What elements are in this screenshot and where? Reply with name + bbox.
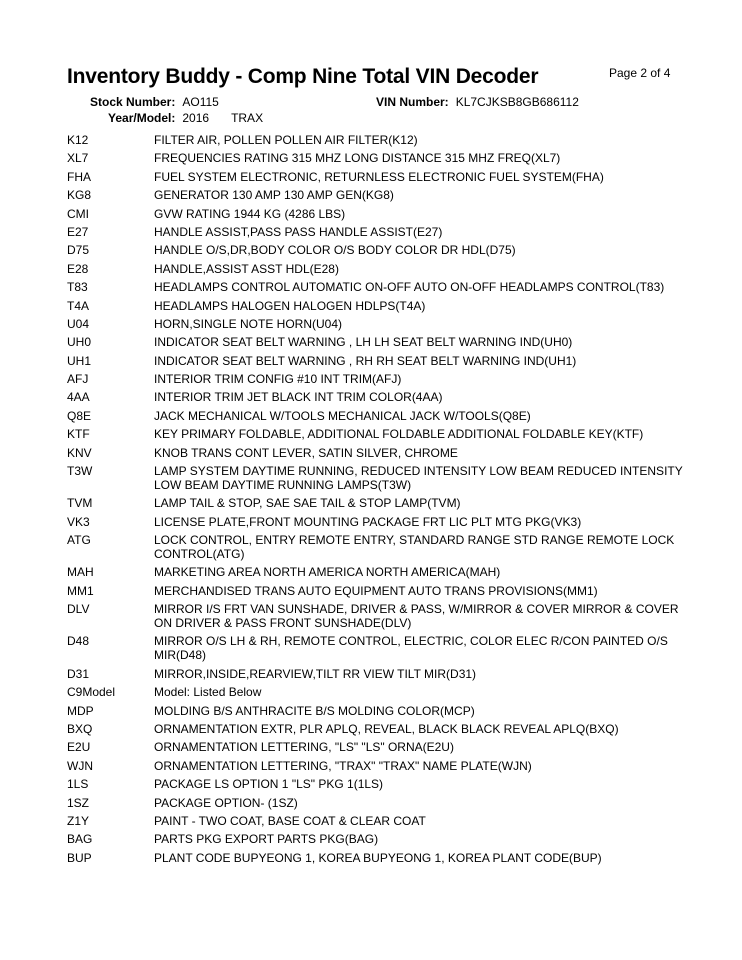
option-code: MM1 bbox=[67, 583, 94, 598]
option-description: LOCK CONTROL, ENTRY REMOTE ENTRY, STANDARD RANGE STD RANGE REMOTE LOCK CONTROL(ATG) bbox=[154, 533, 675, 562]
option-row bbox=[0, 704, 742, 722]
option-code: VK3 bbox=[67, 514, 90, 529]
option-row bbox=[0, 188, 742, 206]
option-description: MOLDING B/S ANTHRACITE B/S MOLDING COLOR(MCP) bbox=[154, 703, 475, 718]
option-row bbox=[0, 427, 742, 445]
option-row bbox=[0, 446, 742, 464]
vin-number bbox=[376, 95, 579, 109]
option-description: Model: Listed Below bbox=[154, 685, 262, 700]
option-row bbox=[0, 722, 742, 740]
page-title: Inventory Buddy - Comp Nine Total VIN Decoder bbox=[67, 65, 539, 88]
option-description: HEADLAMPS CONTROL AUTOMATIC ON-OFF AUTO ON-OFF HEADLAMPS CONTROL(T83) bbox=[154, 280, 665, 295]
vin-number-value: KL7CJKSB8GB686112 bbox=[455, 95, 579, 109]
option-row bbox=[0, 335, 742, 353]
option-description: LAMP SYSTEM DAYTIME RUNNING, REDUCED INTENSITY LOW BEAM REDUCED INTENSITY LOW BEAM DAYTIME RUNNING LAMPS(T3W) bbox=[154, 464, 683, 493]
option-code: E28 bbox=[67, 261, 89, 276]
option-code: D75 bbox=[67, 243, 90, 258]
option-row bbox=[0, 496, 742, 514]
option-description: ORNAMENTATION LETTERING, "LS" "LS" ORNA(E2U) bbox=[154, 740, 454, 755]
option-code: 1LS bbox=[67, 777, 89, 792]
option-code: UH1 bbox=[67, 353, 92, 368]
option-code: D31 bbox=[67, 666, 90, 681]
option-code: C9Model bbox=[67, 685, 116, 700]
option-description: PAINT - TWO COAT, BASE COAT & CLEAR COAT bbox=[154, 813, 426, 828]
option-description: PACKAGE LS OPTION 1 "LS" PKG 1(1LS) bbox=[154, 777, 384, 792]
option-row bbox=[0, 207, 742, 225]
option-row bbox=[0, 685, 742, 703]
option-row bbox=[0, 354, 742, 372]
option-description: LICENSE PLATE,FRONT MOUNTING PACKAGE FRT LIC PLT MTG PKG(VK3) bbox=[154, 514, 582, 529]
option-row bbox=[0, 565, 742, 583]
option-row bbox=[0, 170, 742, 188]
option-description: MARKETING AREA NORTH AMERICA NORTH AMERICA(MAH) bbox=[154, 565, 501, 580]
option-row bbox=[0, 151, 742, 169]
option-code: T4A bbox=[67, 298, 90, 313]
option-row bbox=[0, 464, 742, 496]
option-row bbox=[0, 740, 742, 758]
year-model bbox=[108, 111, 263, 125]
option-row bbox=[0, 317, 742, 335]
option-row bbox=[0, 225, 742, 243]
option-description: GVW RATING 1944 KG (4286 LBS) bbox=[154, 206, 346, 221]
option-row bbox=[0, 667, 742, 685]
stock-number-label: Stock Number: bbox=[90, 95, 176, 109]
option-row bbox=[0, 584, 742, 602]
option-row bbox=[0, 533, 742, 565]
option-row bbox=[0, 796, 742, 814]
option-description: KNOB TRANS CONT LEVER, SATIN SILVER, CHROME bbox=[154, 445, 458, 460]
option-description: JACK MECHANICAL W/TOOLS MECHANICAL JACK W/TOOLS(Q8E) bbox=[154, 408, 531, 423]
option-row bbox=[0, 777, 742, 795]
option-code: TVM bbox=[67, 496, 93, 511]
option-row bbox=[0, 759, 742, 777]
option-description: GENERATOR 130 AMP 130 AMP GEN(KG8) bbox=[154, 188, 394, 203]
option-description: FREQUENCIES RATING 315 MHZ LONG DISTANCE 315 MHZ FREQ(XL7) bbox=[154, 151, 561, 166]
stock-number bbox=[90, 95, 219, 109]
option-code: K12 bbox=[67, 133, 89, 147]
option-description: MERCHANDISED TRANS AUTO EQUIPMENT AUTO TRANS PROVISIONS(MM1) bbox=[154, 583, 598, 598]
option-description: KEY PRIMARY FOLDABLE, ADDITIONAL FOLDABLE ADDITIONAL FOLDABLE KEY(KTF) bbox=[154, 427, 644, 442]
option-row bbox=[0, 634, 742, 666]
option-code: FHA bbox=[67, 169, 91, 184]
option-row bbox=[0, 280, 742, 298]
option-row bbox=[0, 832, 742, 850]
year-value: 2016 bbox=[182, 111, 210, 125]
stock-number-value: AO115 bbox=[182, 95, 219, 109]
option-code: DLV bbox=[67, 602, 90, 617]
option-code: T83 bbox=[67, 280, 88, 295]
option-description: INDICATOR SEAT BELT WARNING , LH LH SEAT BELT WARNING IND(UH0) bbox=[154, 335, 573, 350]
option-code: MDP bbox=[67, 703, 94, 718]
option-code: AFJ bbox=[67, 372, 89, 387]
option-code: ATG bbox=[67, 533, 91, 548]
option-description: HORN,SINGLE NOTE HORN(U04) bbox=[154, 316, 343, 331]
option-row bbox=[0, 390, 742, 408]
option-code: U04 bbox=[67, 316, 90, 331]
option-description: FUEL SYSTEM ELECTRONIC, RETURNLESS ELECTRONIC FUEL SYSTEM(FHA) bbox=[154, 169, 604, 184]
option-row bbox=[0, 299, 742, 317]
option-description: PLANT CODE BUPYEONG 1, KOREA BUPYEONG 1, KOREA PLANT CODE(BUP) bbox=[154, 850, 602, 865]
page-number: Page 2 of 4 bbox=[609, 66, 671, 80]
option-code: CMI bbox=[67, 206, 89, 221]
option-row bbox=[0, 851, 742, 869]
option-row bbox=[0, 515, 742, 533]
option-code: 1SZ bbox=[67, 795, 90, 810]
option-description: PACKAGE OPTION- (1SZ) bbox=[154, 795, 298, 810]
option-code: Z1Y bbox=[67, 813, 90, 828]
option-code: MAH bbox=[67, 565, 94, 580]
option-row bbox=[0, 243, 742, 261]
option-row bbox=[0, 814, 742, 832]
option-code: T3W bbox=[67, 464, 93, 479]
option-code: 4AA bbox=[67, 390, 90, 405]
option-row bbox=[0, 372, 742, 390]
option-code: UH0 bbox=[67, 335, 92, 350]
option-description: MIRROR I/S FRT VAN SUNSHADE, DRIVER & PASS, W/MIRROR & COVER MIRROR & COVER ON DRIVER & PASS FRONT SUNSHADE(DLV) bbox=[154, 602, 679, 631]
option-code: KTF bbox=[67, 427, 90, 442]
vin-number-label: VIN Number: bbox=[376, 95, 449, 109]
year-model-label: Year/Model: bbox=[108, 111, 176, 125]
option-description: HANDLE ASSIST,PASS PASS HANDLE ASSIST(E27) bbox=[154, 224, 443, 239]
option-description: INTERIOR TRIM CONFIG #10 INT TRIM(AFJ) bbox=[154, 372, 402, 387]
option-code-list bbox=[0, 133, 742, 869]
option-code: D48 bbox=[67, 634, 90, 649]
option-row bbox=[0, 262, 742, 280]
option-description: LAMP TAIL & STOP, SAE SAE TAIL & STOP LAMP(TVM) bbox=[154, 496, 461, 511]
option-code: BXQ bbox=[67, 721, 93, 736]
option-row bbox=[0, 409, 742, 427]
option-description: HANDLE O/S,DR,BODY COLOR O/S BODY COLOR DR HDL(D75) bbox=[154, 243, 516, 258]
model-value: TRAX bbox=[231, 111, 264, 125]
option-code: E27 bbox=[67, 224, 89, 239]
option-description: INTERIOR TRIM JET BLACK INT TRIM COLOR(4AA) bbox=[154, 390, 443, 405]
option-code: Q8E bbox=[67, 408, 92, 423]
option-description: HANDLE,ASSIST ASST HDL(E28) bbox=[154, 261, 339, 276]
option-code: BAG bbox=[67, 832, 93, 847]
option-code: BUP bbox=[67, 850, 92, 865]
option-description: ORNAMENTATION LETTERING, "TRAX" "TRAX" NAME PLATE(WJN) bbox=[154, 758, 532, 773]
option-code: KNV bbox=[67, 445, 92, 460]
option-code: XL7 bbox=[67, 151, 89, 166]
option-code: KG8 bbox=[67, 188, 92, 203]
option-code: WJN bbox=[67, 758, 93, 773]
option-description: MIRROR O/S LH & RH, REMOTE CONTROL, ELECTRIC, COLOR ELEC R/CON PAINTED O/S MIR(D48) bbox=[154, 634, 668, 663]
option-description: HEADLAMPS HALOGEN HALOGEN HDLPS(T4A) bbox=[154, 298, 426, 313]
option-row bbox=[0, 602, 742, 634]
option-description: FILTER AIR, POLLEN POLLEN AIR FILTER(K12) bbox=[154, 133, 418, 147]
option-row bbox=[0, 133, 742, 151]
option-description: ORNAMENTATION EXTR, PLR APLQ, REVEAL, BLACK BLACK REVEAL APLQ(BXQ) bbox=[154, 721, 619, 736]
option-description: PARTS PKG EXPORT PARTS PKG(BAG) bbox=[154, 832, 379, 847]
option-description: MIRROR,INSIDE,REARVIEW,TILT RR VIEW TILT MIR(D31) bbox=[154, 666, 477, 681]
option-code: E2U bbox=[67, 740, 91, 755]
option-description: INDICATOR SEAT BELT WARNING , RH RH SEAT BELT WARNING IND(UH1) bbox=[154, 353, 577, 368]
